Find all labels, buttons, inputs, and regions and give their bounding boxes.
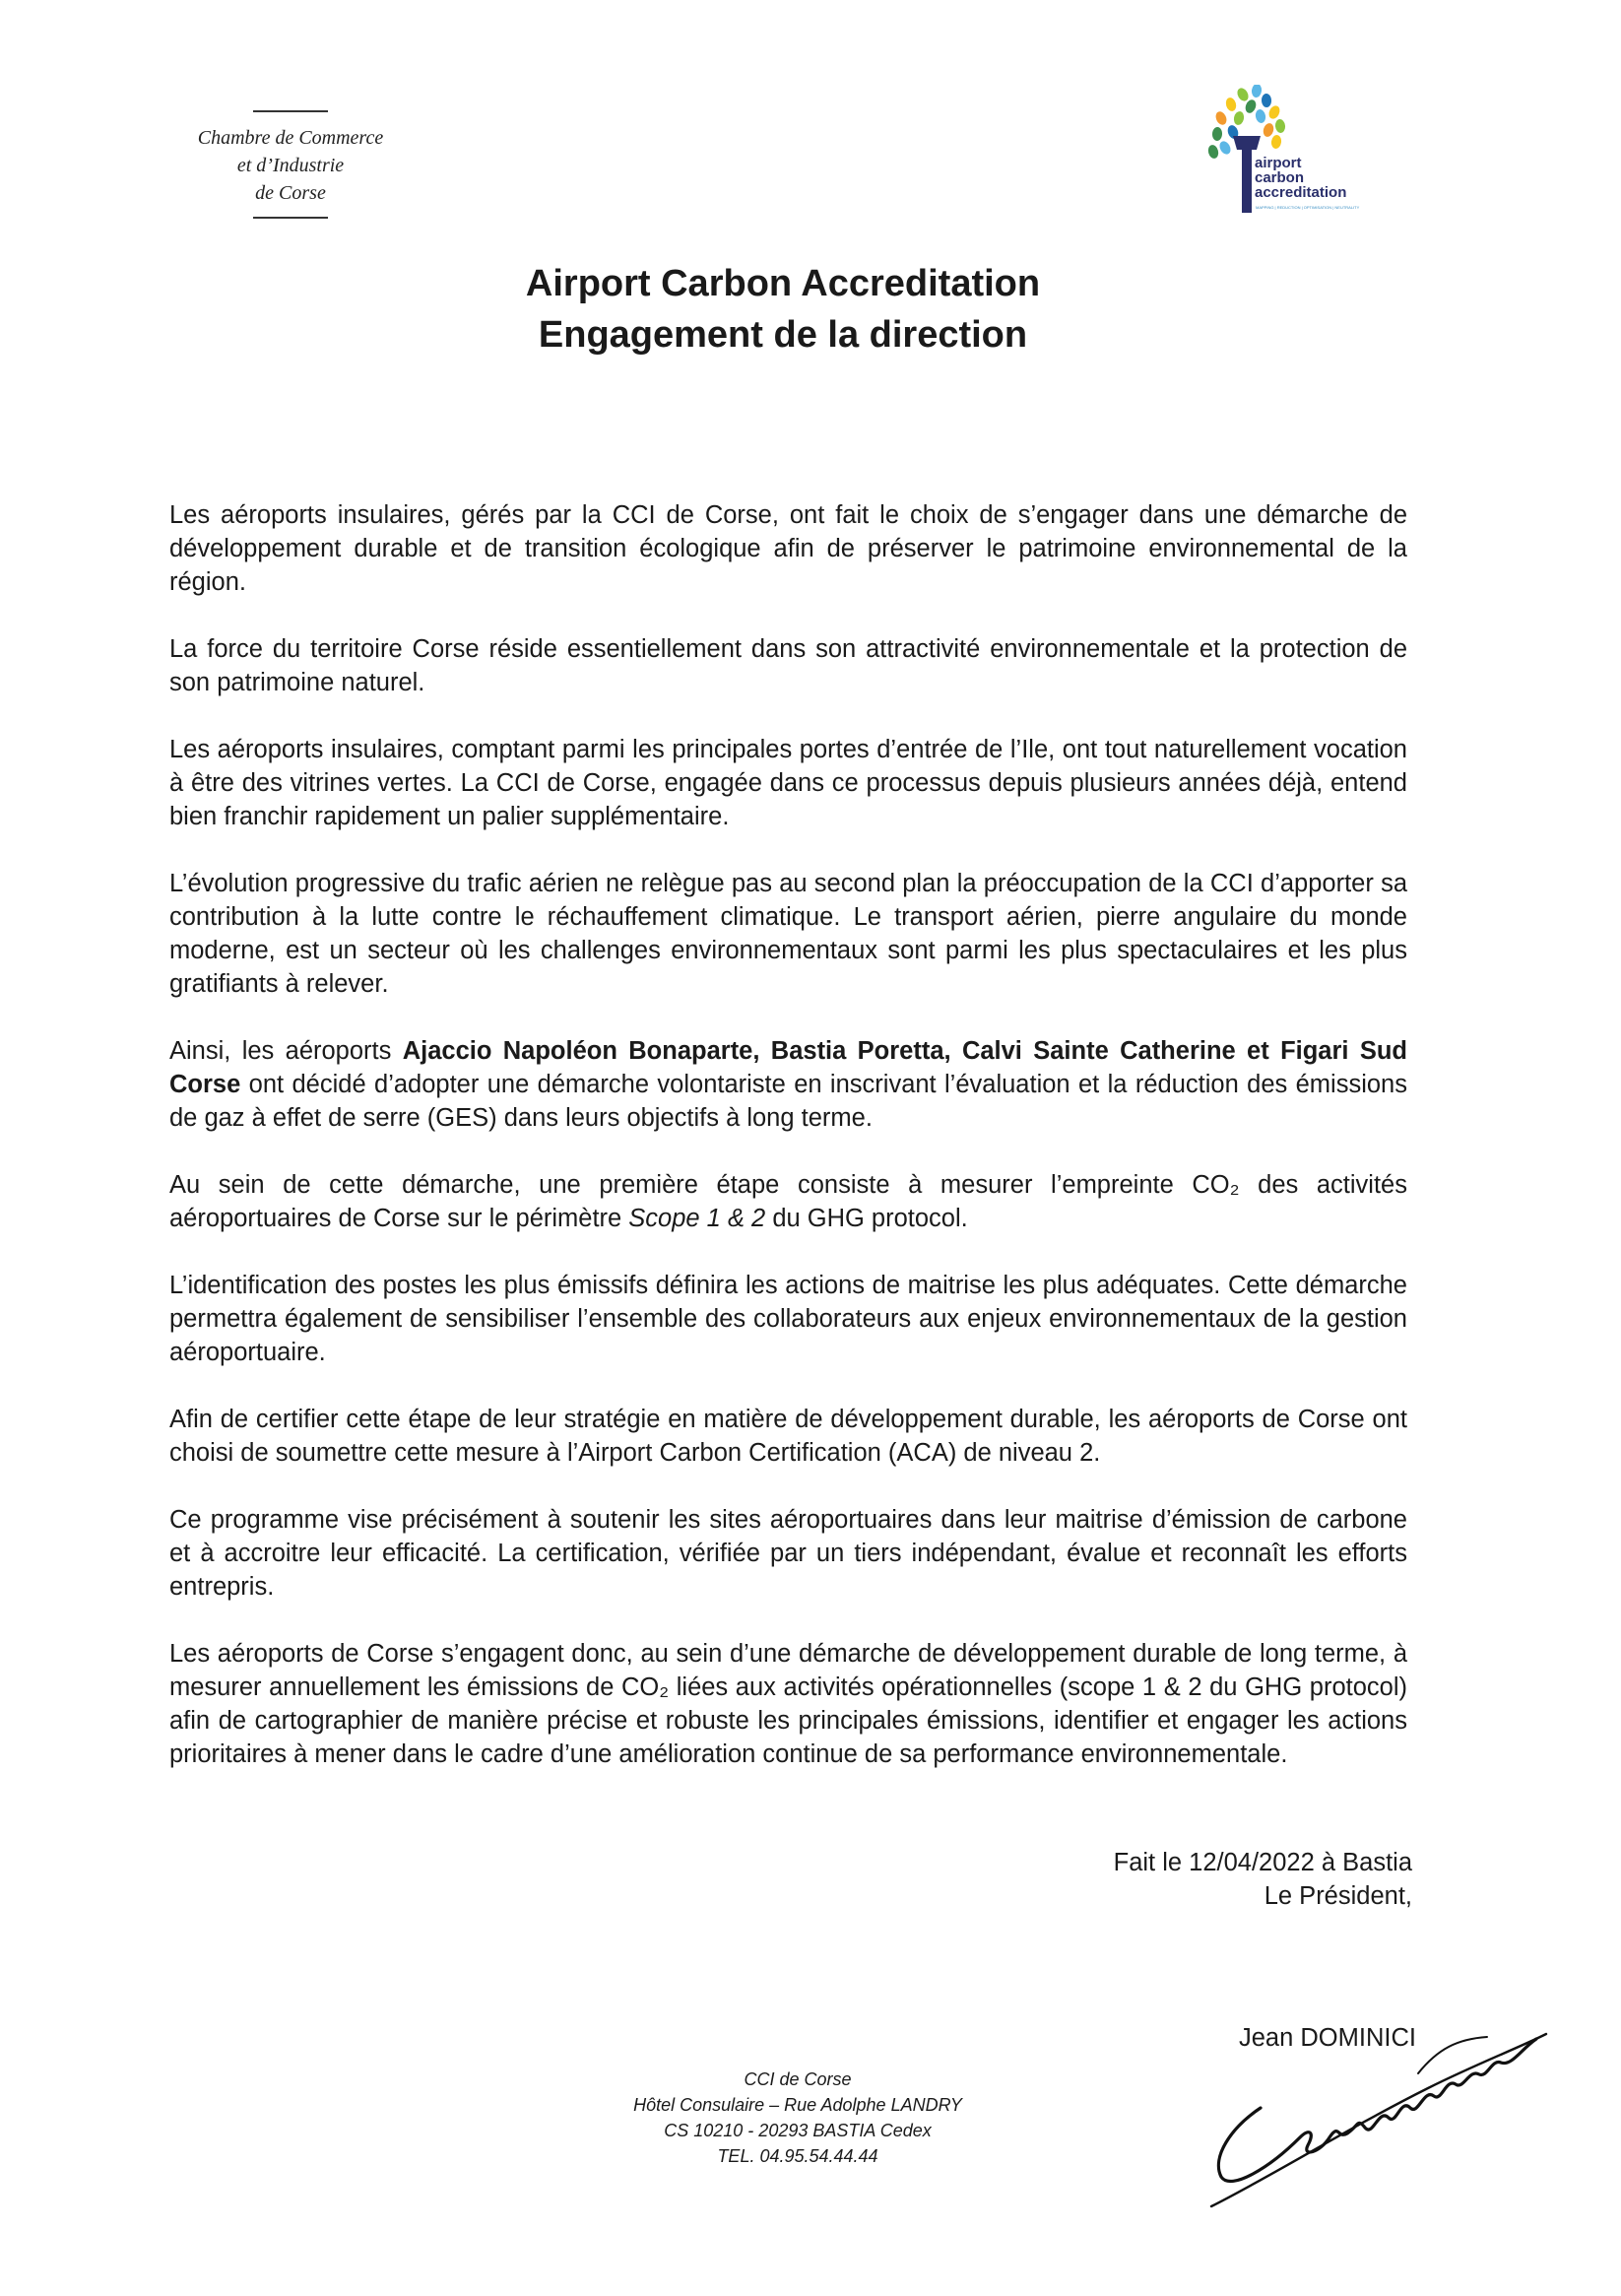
paragraph-3: Les aéroports insulaires, comptant parmi les principales portes d’entrée de l’Ile, ont tout naturellement vocation à être des vitrines vertes. La CCI de Corse, engagée dans ce processus depuis plusieurs années déjà, entend bien franchir rapidement un palier supplémentaire. bbox=[169, 736, 1407, 830]
paragraph-9: Ce programme vise précisément à soutenir les sites aéroportuaires dans leur maitrise d’émission de carbone et à accroitre leur efficacité. La certification, vérifiée par un tiers indépendant, évalue et reconnaît les efforts entrepris. bbox=[169, 1506, 1407, 1601]
paragraph-4: L’évolution progressive du trafic aérien ne relègue pas au second plan la préoccupation de la CCI d’apporter sa contribution à la lutte contre le réchauffement climatique. Le transport aérien, pierre angulaire du monde moderne, est un secteur où les challenges environnementaux sont parmi les plus spectaculaires et les plus gratifiants à relever. bbox=[169, 870, 1407, 998]
logo-leaf bbox=[1206, 144, 1219, 160]
paragraph-7: L’identification des postes les plus émissifs définira les actions de maitrise les plus adéquates. Cette démarche permettra également de sensibiliser l’ensemble des collaborateurs aux enjeux environnementaux de la gestion aéroportuaire. bbox=[169, 1272, 1407, 1366]
footer-org: CCI de Corse bbox=[744, 2069, 852, 2089]
handwritten-signature bbox=[1192, 1980, 1556, 2216]
footer-street: Hôtel Consulaire – Rue Adolphe LANDRY bbox=[633, 2095, 962, 2115]
paragraph-10: Les aéroports de Corse s’engagent donc, au sein d’une démarche de développement durable de long terme, à mesurer annuellement les émissions de CO₂ liées aux activités opérationnelles (scope 1 & 2 du GHG protocol) afin de cartographier de manière précise et robuste les principales émissions, identifier et engager les actions prioritaires à mener dans le cadre d’une amélioration continue de sa performance environnementale. bbox=[169, 1640, 1407, 1768]
airport-carbon-accreditation-logo bbox=[1203, 85, 1440, 223]
logo-leaf bbox=[1270, 134, 1282, 149]
document-title bbox=[0, 258, 1566, 361]
document-body bbox=[169, 498, 1407, 1804]
logo-leaf bbox=[1255, 108, 1266, 124]
logo-leaf bbox=[1212, 127, 1223, 142]
paragraph-5-intro: Ainsi, les aéroports bbox=[169, 1037, 403, 1065]
scope-term: Scope 1 & 2 bbox=[628, 1205, 766, 1232]
closing-block bbox=[985, 1846, 1412, 1913]
logo-leaf bbox=[1214, 110, 1229, 127]
logo-wordmark bbox=[1255, 156, 1346, 200]
tree-tower-icon bbox=[1203, 85, 1440, 223]
title-line-1: Airport Carbon Accreditation bbox=[525, 263, 1041, 304]
footer-postal: CS 10210 - 20293 BASTIA Cedex bbox=[664, 2121, 932, 2140]
logo-leaf bbox=[1251, 85, 1263, 98]
paragraph-2: La force du territoire Corse réside essentiellement dans son attractivité environnementale et la protection de son patrimoine naturel. bbox=[169, 635, 1407, 696]
airport-names: Ajaccio Napoléon Bonaparte, Bastia Poretta, Calvi Sainte Catherine et Figari Sud Corse bbox=[169, 1037, 1407, 1098]
paragraph-6-intro: Au sein de cette démarche, une première étape consiste à mesurer l’empreinte CO₂ des activités aéroportuaires de Corse sur le périmètre bbox=[169, 1171, 1407, 1232]
footer-address bbox=[591, 2066, 1005, 2169]
logo-leaf bbox=[1233, 110, 1246, 126]
paragraph-8: Afin de certifier cette étape de leur stratégie en matière de développement durable, les aéroports de Corse ont choisi de soumettre cette mesure à l’Airport Carbon Certification (ACA) de niveau 2. bbox=[169, 1406, 1407, 1467]
paragraph-6 bbox=[169, 1168, 1407, 1235]
logo-leaf bbox=[1262, 94, 1271, 107]
paragraph-1: Les aéroports insulaires, gérés par la CCI de Corse, ont fait le choix de s’engager dans une démarche de développement durable et de transition écologique afin de préserver le patrimoine environnemental de la région. bbox=[169, 501, 1407, 596]
logo-tagline: MAPPING | REDUCTION | OPTIMISATION | NEUTRALITY bbox=[1256, 205, 1360, 210]
signer-role: Le Président, bbox=[1264, 1882, 1412, 1910]
logo-leaf bbox=[1224, 97, 1237, 112]
tower-shaft bbox=[1242, 150, 1252, 213]
header-rule-top bbox=[253, 110, 328, 112]
logo-word-airport: airport bbox=[1255, 155, 1302, 171]
logo-leaf bbox=[1266, 104, 1281, 121]
paragraph-5-rest: ont décidé d’adopter une démarche volontariste en inscrivant l’évaluation et la réduction des émissions de gaz à effet de serre (GES) dans leurs objectifs à long terme. bbox=[169, 1071, 1407, 1132]
org-name-line-2: et d’Industrie bbox=[236, 155, 345, 176]
footer-phone: TEL. 04.95.54.44.44 bbox=[717, 2146, 878, 2166]
header-rule-bottom bbox=[253, 217, 328, 219]
org-name-line-3: de Corse bbox=[255, 182, 326, 204]
logo-leaf bbox=[1235, 86, 1251, 102]
logo-leaf bbox=[1274, 119, 1285, 134]
logo-leaf bbox=[1262, 122, 1275, 138]
paragraph-5 bbox=[169, 1034, 1407, 1135]
paragraph-6-rest: du GHG protocol. bbox=[765, 1205, 968, 1232]
logo-word-carbon: carbon bbox=[1255, 169, 1305, 186]
logo-leaf bbox=[1217, 139, 1233, 156]
signer-name: Jean DOMINICI bbox=[1239, 2024, 1416, 2052]
logo-word-accreditation: accreditation bbox=[1255, 184, 1347, 201]
organization-header bbox=[167, 110, 414, 219]
date-place: Fait le 12/04/2022 à Bastia bbox=[1113, 1849, 1412, 1876]
org-name-line-1: Chambre de Commerce bbox=[197, 127, 384, 149]
tower-cab bbox=[1233, 136, 1261, 150]
title-line-2: Engagement de la direction bbox=[538, 314, 1028, 356]
